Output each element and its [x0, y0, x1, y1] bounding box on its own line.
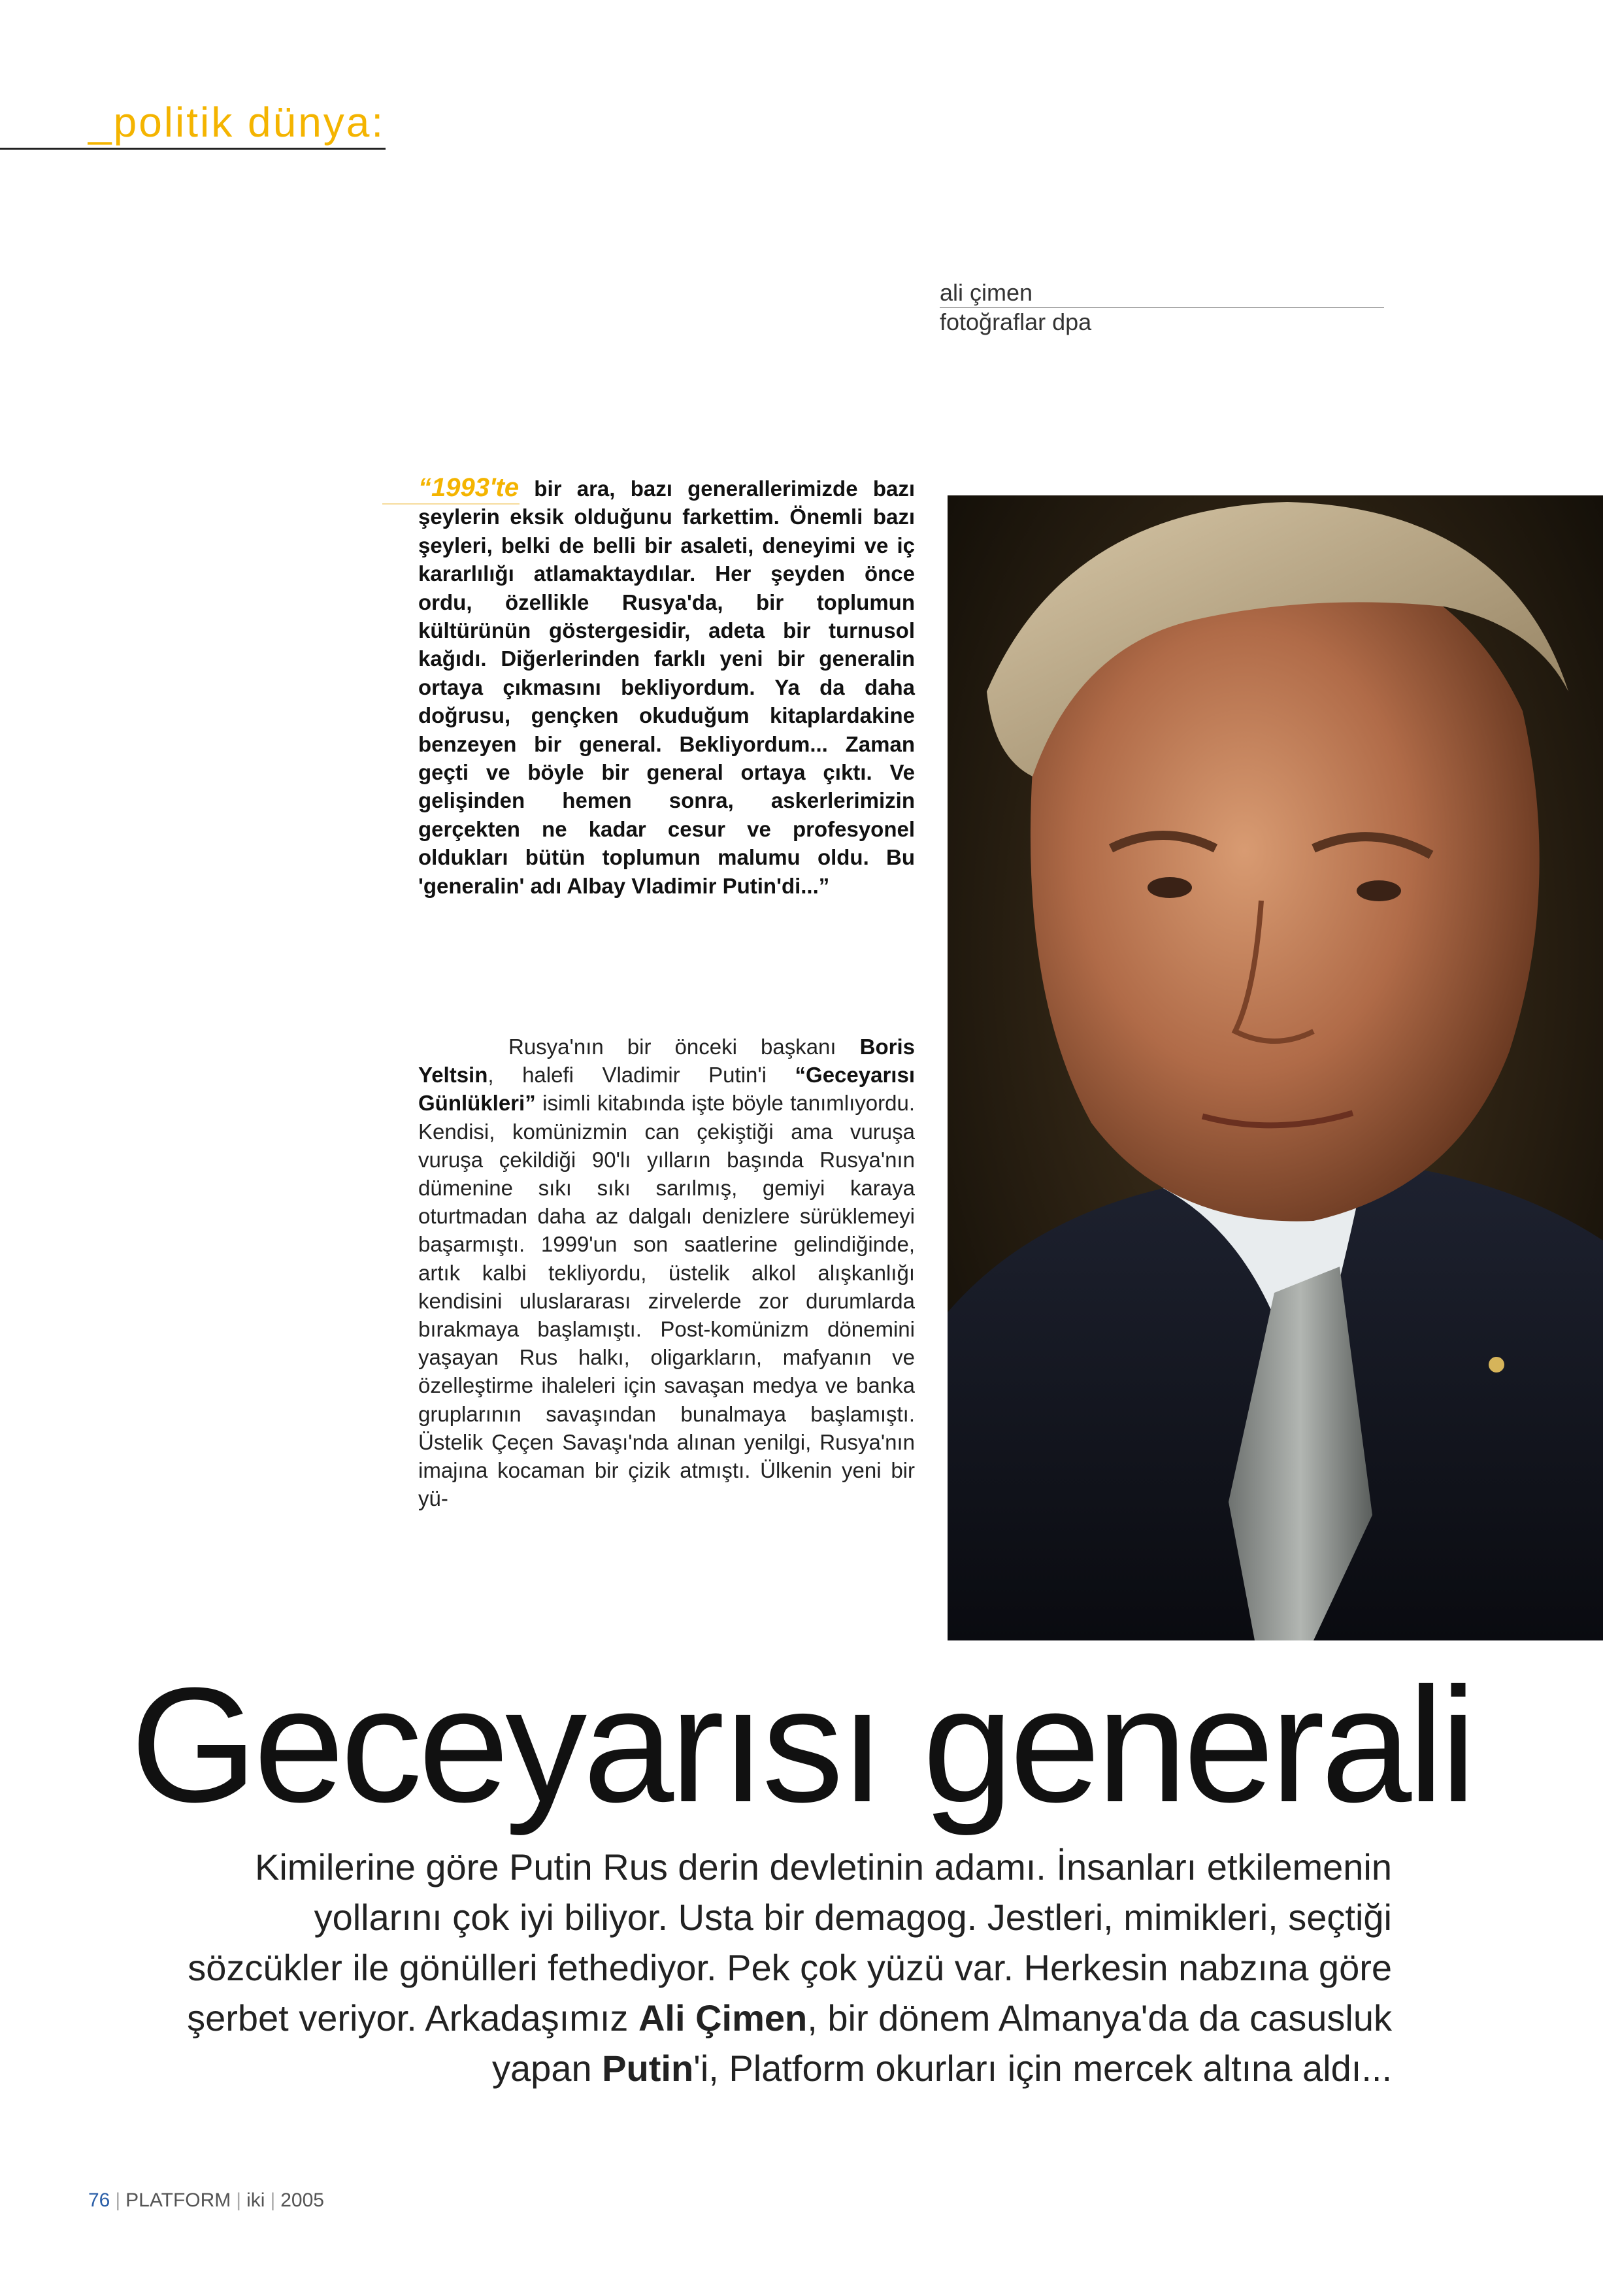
deck-text: 'i, Platform okurları için mercek altına aldı...	[693, 2048, 1392, 2089]
headline: Geceyarısı generali	[130, 1654, 1473, 1836]
body-book-title: “Geceyarısı Günlükleri”	[418, 1063, 915, 1116]
opening-quote	[418, 474, 915, 900]
section-rule	[0, 148, 386, 150]
page-footer: 76 | PLATFORM | iki | 2005	[88, 2189, 324, 2211]
body-text	[418, 1033, 915, 1512]
issue-year: 2005	[280, 2189, 324, 2211]
quote-text: bir ara, bazı generallerimizde bazı şeylerin eksik olduğunu farkettim. Önemli bazı şeyleri, belki de belli bir asaleti, deneyimi ve iç kararlılığı atlamaktaydılar. Her şeyden önce ordu, özellikle Rusya'da, bir toplumun kültürünün göstergesidir, adeta bir turnusol kağıdı. Diğerlerinden farklı yeni bir generalin ortaya çıkmasını bekliyordum. Ya da daha doğrusu, gençken okuduğum kitaplardakine benzeyen bir general. Bekliyordum... Zaman geçti ve böyle bir general ortaya çıktı. Ve gelişinden hemen sonra, askerlerimizin gerçekten ne kadar cesur ve profesyonel oldukları bütün toplumun malumu oldu. Bu 'generalin' adı Albay Vladimir Putin'di...”	[418, 476, 915, 898]
section-label: _politik dünya:	[88, 99, 386, 146]
author-name: ali çimen	[940, 279, 1033, 306]
quote-lead: “1993'te	[418, 473, 520, 502]
magazine-name: PLATFORM	[125, 2189, 231, 2211]
photo-credit: fotoğraflar dpa	[940, 308, 1092, 335]
body-text-part: isimli kitabında işte böyle tanımlıyordu. Kendisi, komünizmin can çekiştiği ama vuruşa vuruşa çekildiği 90'lı yılların başında Rusya'nın dümenine sıkı sıkı sarılmış, gemiyi karaya oturtmadan daha az dalgalı denizlere sürüklemeyi başarmıştı. 1999'un son saatlerine gelindiğinde, artık kalbi tekliyordu, üstelik alkol alışkanlığı kendisini uluslararası zirvelerde zor durumlarda bırakmaya başlamıştı. Post-komünizm dönemini yaşayan Rus halkı, oligarkların, mafyanın ve özelleştirme ihaleleri için savaşan medya ve banka gruplarının savaşından bunalmaya başlamıştı. Üstelik Çeçen Savaşı'nda alınan yenilgi, Rusya'nın imajına kocaman bir çizik atmıştı. Ülkenin yeni bir yü-	[418, 1091, 915, 1511]
issue-label: iki	[246, 2189, 265, 2211]
deck-text: , bir dönem Almanya'da da casusluk yapan	[492, 1997, 1392, 2089]
body-text-part: , halefi Vladimir Putin'i	[488, 1063, 795, 1088]
body-name-yeltsin: Boris Yeltsin	[418, 1035, 915, 1088]
page-number: 76	[88, 2189, 110, 2211]
portrait-photo	[948, 495, 1603, 1640]
deck-subject-name: Putin	[602, 2048, 694, 2089]
standfirst	[183, 1842, 1392, 2093]
deck-text: Kimilerine göre Putin Rus derin devletinin adamı. İnsanları etkilemenin yollarını çok iyi biliyor. Usta bir demagog. Jestleri, mimikleri, seçtiği sözcükler ile gönülleri fethediyor. Pek çok yüzü var. Herkesin nabzına göre şerbet veriyor. Arkadaşımız	[187, 1846, 1392, 2038]
deck-author-name: Ali Çimen	[638, 1997, 808, 2038]
body-text-part: Rusya'nın bir önceki başkanı	[508, 1035, 860, 1059]
byline-rule	[940, 307, 1384, 308]
